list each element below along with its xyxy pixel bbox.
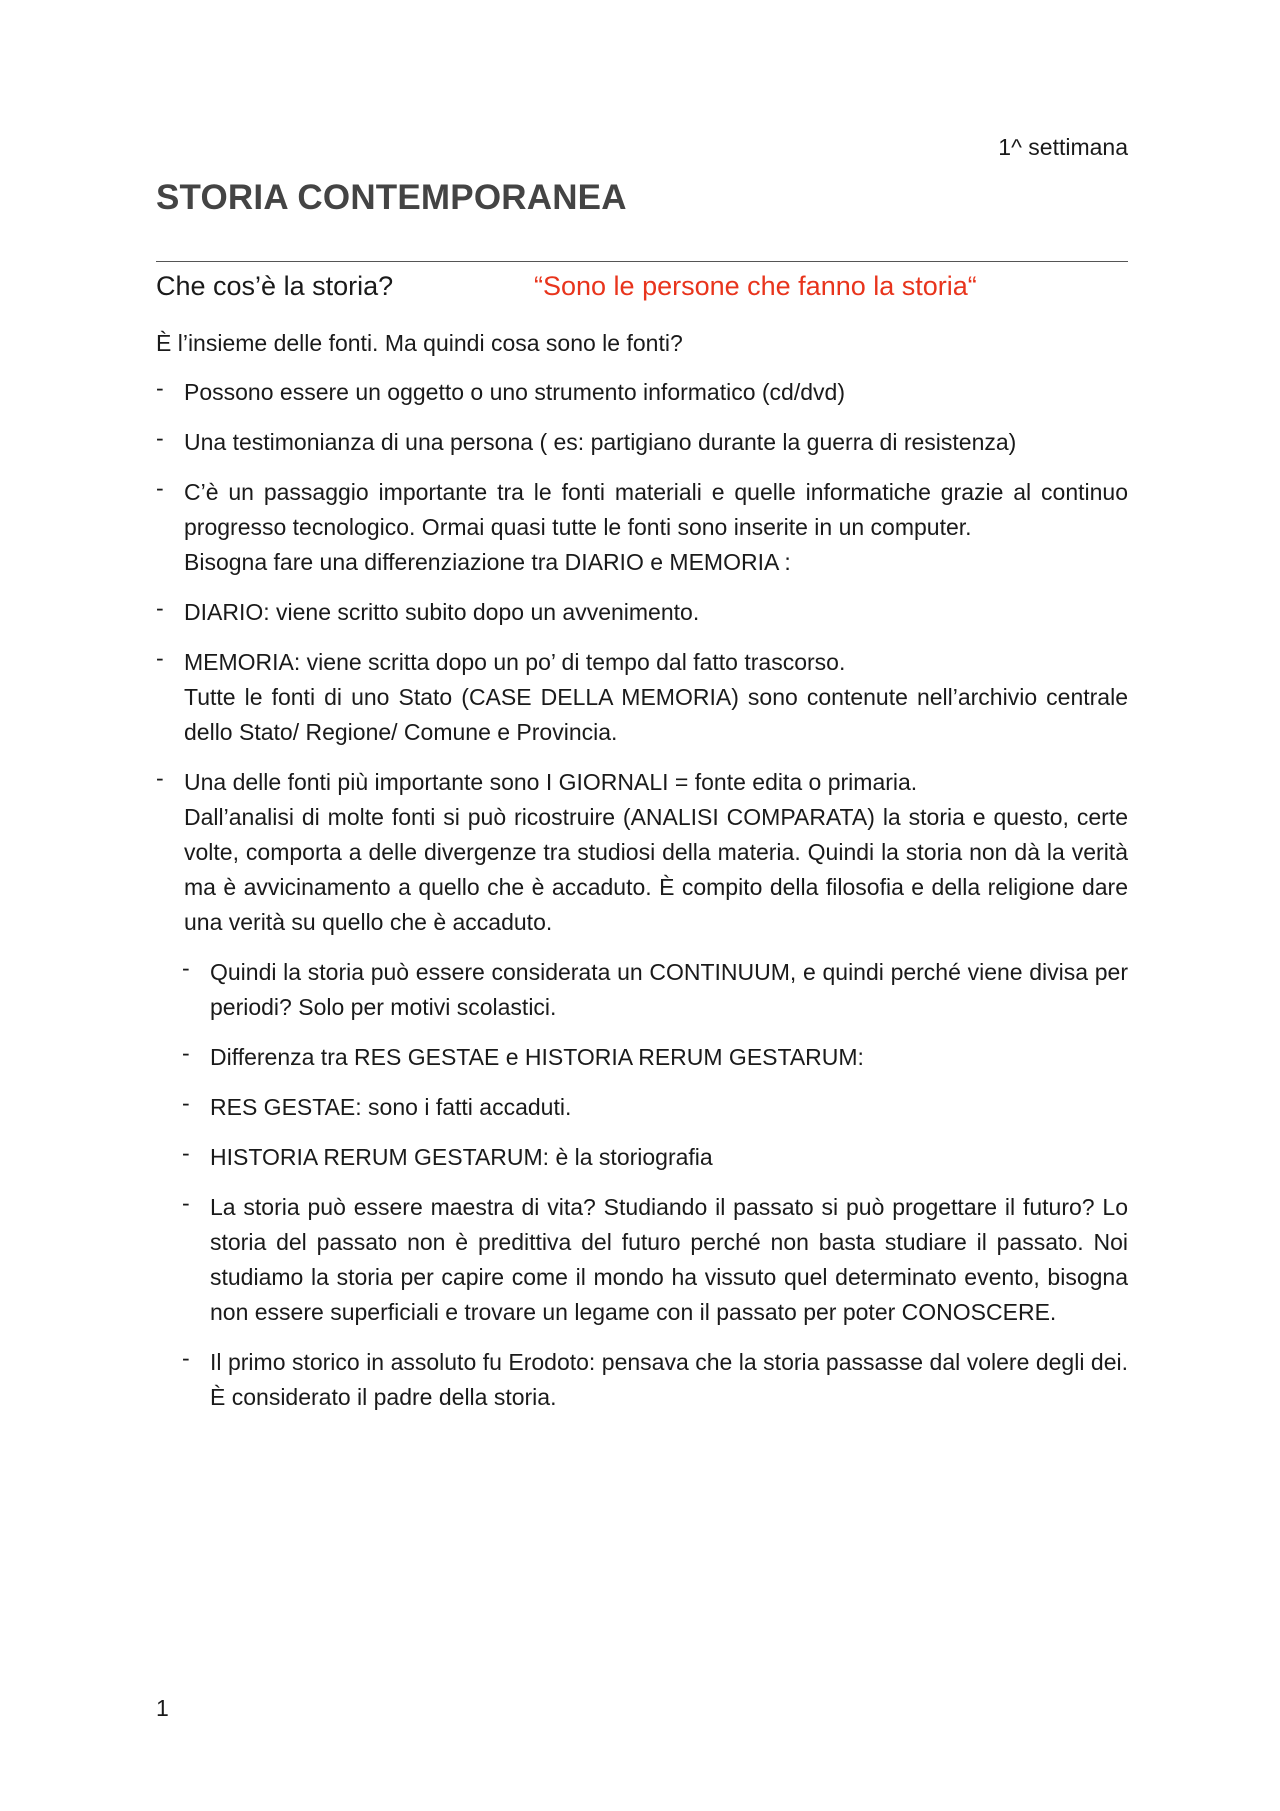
item-text-continued: Bisogna fare una differenziazione tra DIARIO e MEMORIA :	[184, 549, 791, 575]
bullet-dash: -	[156, 375, 164, 401]
sub-bullet-list	[156, 955, 1128, 1415]
page-number: 1	[156, 1695, 169, 1721]
sub-list-item	[156, 1140, 1128, 1175]
sub-list-item	[156, 1090, 1128, 1125]
bullet-dash: -	[182, 1140, 190, 1166]
bullet-dash: -	[156, 475, 164, 501]
sub-item-text: La storia può essere maestra di vita? Studiando il passato si può progettare il futuro? Lo storia del passato non è predittiva del futuro perché non basta studiare il passato. Noi studiamo la storia per capire come il mondo ha vissuto quel determinato evento, bisogna non essere superficiali e trovare un legame con il passato per poter CONOSCERE.	[210, 1194, 1128, 1325]
list-item	[156, 475, 1128, 580]
bullet-dash: -	[156, 645, 164, 671]
subtitle-question: Che cos’è la storia?	[156, 271, 394, 301]
list-item	[156, 645, 1128, 750]
bullet-dash: -	[156, 765, 164, 791]
sub-list-item	[156, 1190, 1128, 1330]
item-text: MEMORIA: viene scritta dopo un po’ di tempo dal fatto trascorso.	[184, 649, 846, 675]
item-text: C’è un passaggio importante tra le fonti materiali e quelle informatiche grazie al continuo progresso tecnologico. Ormai quasi tutte le fonti sono inserite in un computer.	[184, 479, 1128, 540]
document-title: STORIA CONTEMPORANEA	[156, 178, 627, 217]
list-item	[156, 375, 1128, 410]
sub-list-item	[156, 955, 1128, 1025]
sub-list-item	[156, 1040, 1128, 1075]
item-text: Una delle fonti più importante sono I GIORNALI = fonte edita o primaria.	[184, 769, 918, 795]
item-text-continued: Dall’analisi di molte fonti si può ricostruire (ANALISI COMPARATA) la storia e questo, certe volte, comporta a delle divergenze tra studiosi della materia. Quindi la storia non dà la verità ma è avvicinamento a quello che è accaduto. È compito della filosofia e della religione dare una verità su quello che è accaduto.	[184, 804, 1128, 935]
main-bullet-list	[156, 375, 1128, 940]
sub-list-item	[156, 1345, 1128, 1415]
item-text: Possono essere un oggetto o uno strumento informatico (cd/dvd)	[184, 379, 845, 405]
bullet-dash: -	[156, 595, 164, 621]
subtitle-row	[156, 268, 1128, 304]
list-item	[156, 765, 1128, 940]
item-text-continued: Tutte le fonti di uno Stato (CASE DELLA MEMORIA) sono contenute nell’archivio centrale dello Stato/ Regione/ Comune e Provincia.	[184, 684, 1128, 745]
title-divider	[156, 261, 1128, 262]
bullet-dash: -	[182, 1345, 190, 1371]
bullet-dash: -	[182, 1190, 190, 1216]
bullet-dash: -	[182, 1090, 190, 1116]
item-text: Una testimonianza di una persona ( es: partigiano durante la guerra di resistenza)	[184, 429, 1017, 455]
list-item	[156, 425, 1128, 460]
document-body	[156, 326, 1128, 1430]
sub-item-text: HISTORIA RERUM GESTARUM: è la storiografia	[210, 1144, 713, 1170]
subtitle-quote: “Sono le persone che fanno la storia“	[534, 271, 977, 301]
sub-item-text: Il primo storico in assoluto fu Erodoto: pensava che la storia passasse dal volere degli dei. È considerato il padre della storia.	[210, 1349, 1128, 1410]
week-label: 1^ settimana	[998, 134, 1128, 160]
bullet-dash: -	[156, 425, 164, 451]
bullet-dash: -	[182, 955, 190, 981]
item-text: DIARIO: viene scritto subito dopo un avvenimento.	[184, 599, 700, 625]
sub-item-text: Quindi la storia può essere considerata un CONTINUUM, e quindi perché viene divisa per periodi? Solo per motivi scolastici.	[210, 959, 1128, 1020]
sub-item-text: RES GESTAE: sono i fatti accaduti.	[210, 1094, 572, 1120]
sub-item-text: Differenza tra RES GESTAE e HISTORIA RERUM GESTARUM:	[210, 1044, 864, 1070]
list-item	[156, 595, 1128, 630]
intro-paragraph: È l’insieme delle fonti. Ma quindi cosa sono le fonti?	[156, 330, 683, 356]
bullet-dash: -	[182, 1040, 190, 1066]
